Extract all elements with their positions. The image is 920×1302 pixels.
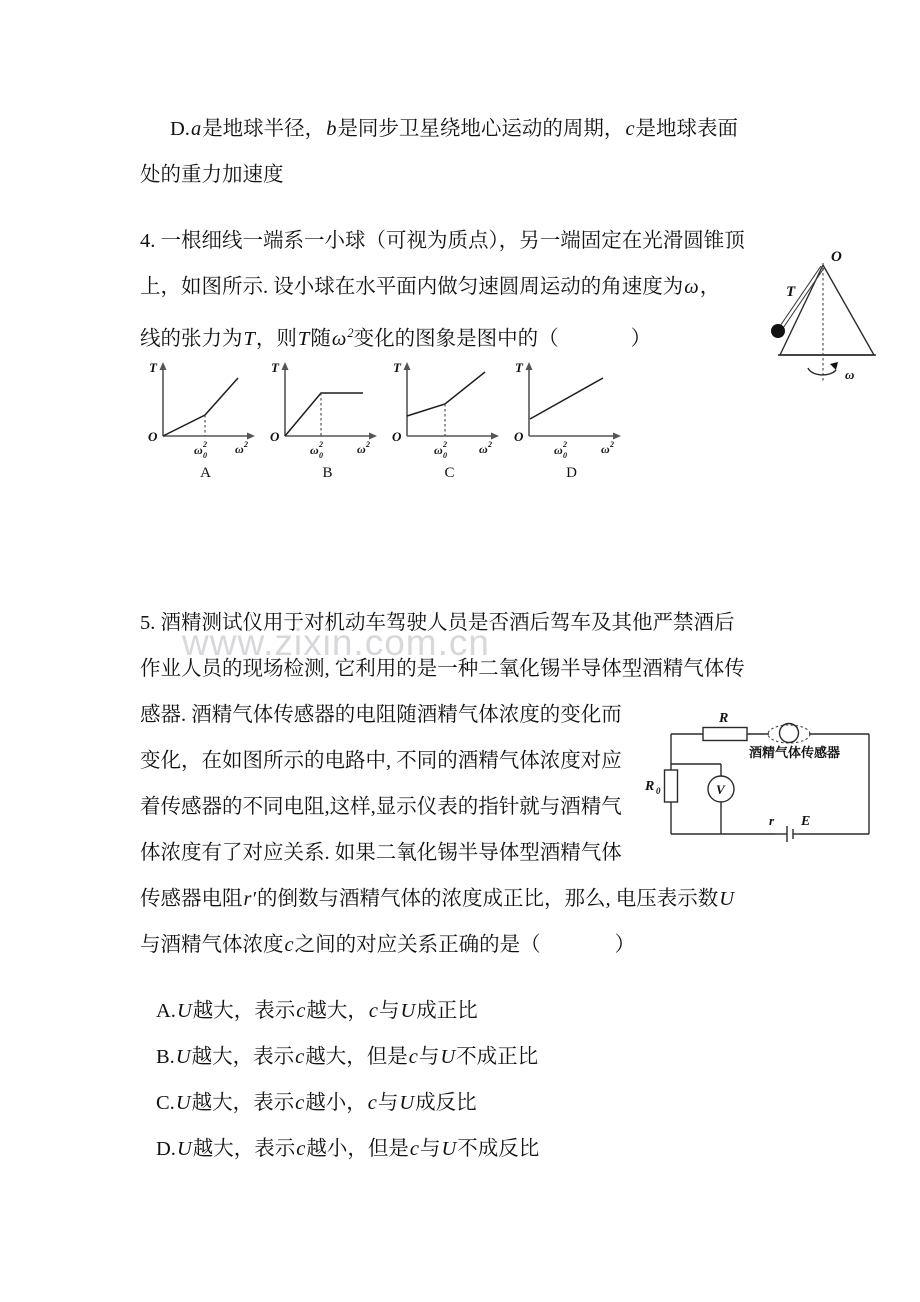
q5-option-a-p6: U <box>400 1000 416 1022</box>
q4-text-1: 一根细线一端系一小球（可视为质点），另一端固定在光滑圆锥顶 <box>160 230 745 252</box>
q5-option-c-p6: U <box>399 1092 415 1114</box>
q5-option-c-p1: 越大，表示 <box>191 1092 295 1114</box>
cone-omega-label: ω <box>845 367 855 382</box>
question-5-block-bottom <box>140 876 840 968</box>
q3-seg-1: 是地球半径， <box>202 118 326 140</box>
q5-text-8b: 之间的对应关系正确的是（ <box>294 934 541 956</box>
graph-b-tick-label: ω <box>310 443 319 457</box>
svg-text:2: 2 <box>366 440 370 449</box>
svg-text:0: 0 <box>656 786 661 796</box>
q5-option-b-p7: 不成正比 <box>456 1046 539 1068</box>
q5-option-c-p4: c <box>367 1092 377 1114</box>
q5-option-b-p0: U <box>175 1046 191 1068</box>
q4-text-3e: ） <box>630 327 652 350</box>
q4-var-omega-2: ω <box>331 327 347 350</box>
q5-line-8 <box>140 922 840 968</box>
q5-option-c-key: C. <box>156 1092 175 1114</box>
question-5-block-top <box>140 600 820 692</box>
q3-seg-2: 是同步卫星绕地心运动的周期， <box>337 118 625 140</box>
graph-option-b <box>265 358 390 480</box>
q5-option-d-p0: U <box>176 1138 192 1160</box>
q5-text-1: 酒精测试仪用于对机动车驾驶人员是否酒后驾车及其他严禁酒后 <box>160 612 735 634</box>
svg-text:2: 2 <box>244 440 248 449</box>
q4-text-3d: 变化的图象是图中的（ <box>353 327 559 350</box>
svg-text:2: 2 <box>610 440 614 449</box>
graph-d-option-letter: D <box>566 465 577 481</box>
q5-option-c-p3: 越小， <box>305 1092 367 1114</box>
graph-c-option-letter: C <box>444 465 455 481</box>
q4-omega-exponent: 2 <box>347 326 354 340</box>
q5-line-5: 着传感器的不同电阻,这样,显示仪表的指针就与酒精气 <box>140 796 622 818</box>
q5-number: 5. <box>140 612 156 634</box>
circuit-resistor-R0-label: R <box>645 779 655 794</box>
q5-option-a-p0: U <box>176 1000 192 1022</box>
q5-option-a-p5: 与 <box>378 1000 400 1022</box>
q3-option-d-line-2: 处的重力加速度 <box>140 164 284 186</box>
graph-b-origin-label: O <box>270 429 280 444</box>
circuit-voltmeter-label: V <box>716 782 725 797</box>
circuit-emf-label: E <box>801 814 811 829</box>
question-5-options <box>140 988 840 1172</box>
graph-a-tick-label: ω <box>194 443 203 457</box>
graph-a-origin-label: O <box>148 429 158 444</box>
svg-text:2: 2 <box>319 440 323 449</box>
q5-option-a-p1: 越大，表示 <box>192 1000 296 1022</box>
svg-text:0: 0 <box>563 451 567 460</box>
circuit-resistor-R-label: R <box>719 711 729 726</box>
q5-option-d <box>140 1126 840 1172</box>
q5-option-c-p5: 与 <box>377 1092 399 1114</box>
q5-line-6: 体浓度有了对应关系. 如果二氧化锡半导体型酒精气体 <box>140 842 622 864</box>
q5-option-d-p3: 越小，但是 <box>306 1138 409 1160</box>
q3-option-d-key: D. <box>170 118 190 140</box>
q4-text-3b: ，则 <box>255 327 297 350</box>
alcohol-sensor-circuit-figure <box>645 711 885 848</box>
q5-option-d-p1: 越大，表示 <box>192 1138 296 1160</box>
graph-d-x-label: ω <box>601 442 610 456</box>
graph-option-d <box>509 358 634 480</box>
q5-var-c: c <box>284 934 294 956</box>
graph-c-y-label: T <box>393 360 401 375</box>
q5-option-c <box>140 1080 840 1126</box>
q5-option-b-p6: U <box>440 1046 456 1068</box>
graph-c-x-label: ω <box>479 442 488 456</box>
q5-option-c-p2: c <box>295 1092 305 1114</box>
graph-a-y-label: T <box>149 360 157 375</box>
graph-a-x-label: ω <box>235 442 244 456</box>
graph-b-y-label: T <box>271 360 279 375</box>
q5-option-b-p1: 越大，表示 <box>191 1046 295 1068</box>
q4-answer-graphs <box>143 358 614 481</box>
q4-number: 4. <box>140 230 156 252</box>
cone-apex-label: O <box>831 249 842 265</box>
question-3-tail-block <box>140 106 840 198</box>
q5-option-b-p2: c <box>295 1046 305 1068</box>
q5-text-7b: 的倒数与酒精气体的浓度成正比，那么, 电压表示数 <box>256 888 719 910</box>
svg-text:0: 0 <box>203 451 207 460</box>
question-4-block <box>140 218 800 362</box>
graph-a-option-letter: A <box>200 465 211 481</box>
graph-b-option-letter: B <box>322 465 333 481</box>
q3-seg-3: 是地球表面 <box>635 118 739 140</box>
graph-option-c <box>387 358 512 480</box>
q5-text-8a: 与酒精气体浓度 <box>140 934 284 956</box>
q5-option-b-p5: 与 <box>418 1046 440 1068</box>
svg-text:2: 2 <box>203 440 207 449</box>
q5-line-1 <box>140 600 820 646</box>
q5-option-a-p2: c <box>296 1000 306 1022</box>
q5-option-a-p4: c <box>368 1000 378 1022</box>
q4-line-1 <box>140 218 800 264</box>
svg-text:0: 0 <box>319 451 323 460</box>
graph-d-y-label: T <box>515 360 523 375</box>
q5-option-a-p3: 越大， <box>306 1000 368 1022</box>
cone-tension-label: T <box>786 284 796 300</box>
q5-option-c-p0: U <box>175 1092 191 1114</box>
svg-text:2: 2 <box>443 440 447 449</box>
q5-line-3: 感器. 酒精气体传感器的电阻随酒精气体浓度的变化而 <box>140 704 622 726</box>
q4-text-3c: 随 <box>310 327 331 350</box>
q3-option-d-line-1 <box>140 106 840 152</box>
q3-var-b: b <box>326 118 337 140</box>
q4-var-T-1: T <box>243 327 255 350</box>
graph-d-tick-label: ω <box>554 443 563 457</box>
q5-option-d-p4: c <box>409 1138 419 1160</box>
q3-var-a: a <box>190 118 202 140</box>
q4-line-3 <box>140 310 800 362</box>
watermark-text: www.zixin.com.cn <box>182 622 490 663</box>
q5-line-4: 变化，在如图所示的电路中, 不同的酒精气体浓度对应 <box>140 750 622 772</box>
cone-pendulum-figure <box>752 243 912 391</box>
q5-option-d-p7: 不成反比 <box>457 1138 540 1160</box>
svg-text:2: 2 <box>563 440 567 449</box>
q5-line-2: 作业人员的现场检测, 它利用的是一种二氧化锡半导体型酒精气体传 <box>140 658 745 680</box>
q5-line-7 <box>140 876 840 922</box>
graph-c-origin-label: O <box>392 429 402 444</box>
q5-option-b-p4: c <box>408 1046 418 1068</box>
q5-option-b <box>140 1034 840 1080</box>
circuit-sensor-label: 酒精气体传感器 <box>749 745 841 760</box>
graph-option-a <box>143 358 268 480</box>
q4-text-2b: ， <box>699 276 721 298</box>
graph-c-tick-label: ω <box>434 443 443 457</box>
q4-text-3a: 线的张力为 <box>140 327 243 350</box>
q3-var-c: c <box>625 118 635 140</box>
q5-option-c-p7: 成反比 <box>415 1092 477 1114</box>
q4-var-omega: ω <box>684 276 699 298</box>
q5-option-a <box>140 988 840 1034</box>
q5-option-b-p3: 越大，但是 <box>305 1046 408 1068</box>
q5-text-8c: ） <box>614 934 636 956</box>
q5-option-b-key: B. <box>156 1046 175 1068</box>
graph-d-origin-label: O <box>514 429 524 444</box>
q5-var-U: U <box>719 888 735 910</box>
q5-option-d-p2: c <box>296 1138 306 1160</box>
q5-option-a-p7: 成正比 <box>416 1000 478 1022</box>
svg-text:0: 0 <box>443 451 447 460</box>
circuit-internal-resistance-label: r <box>769 813 775 828</box>
q5-option-d-p6: U <box>441 1138 457 1160</box>
q5-option-d-key: D. <box>156 1138 176 1160</box>
q5-text-7a: 传感器电阻 <box>140 888 243 910</box>
q5-var-r-prime: r′ <box>243 888 256 910</box>
q5-option-a-key: A. <box>156 1000 176 1022</box>
q4-line-2 <box>140 264 800 310</box>
q4-var-T-2: T <box>297 327 310 350</box>
graph-b-x-label: ω <box>357 442 366 456</box>
question-5-block-wrap <box>140 692 660 876</box>
q5-option-d-p5: 与 <box>419 1138 441 1160</box>
svg-text:2: 2 <box>488 440 492 449</box>
q4-text-2a: 上，如图所示. 设小球在水平面内做匀速圆周运动的角速度为 <box>140 276 684 298</box>
